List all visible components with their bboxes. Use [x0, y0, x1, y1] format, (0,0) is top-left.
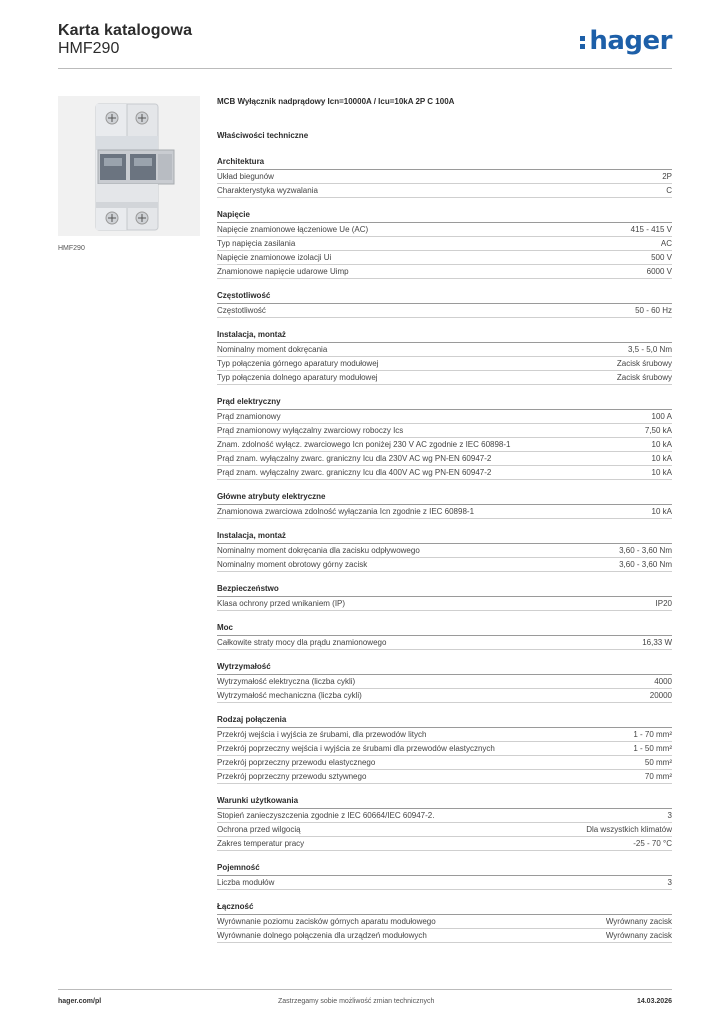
spec-row [217, 343, 672, 357]
image-caption: HMF290 [58, 245, 85, 252]
spec-value: 16,33 W [642, 638, 672, 647]
spec-row [217, 597, 672, 611]
product-code: HMF290 [58, 40, 120, 57]
spec-value: 3,60 - 3,60 Nm [619, 546, 672, 555]
section-title: Główne atrybuty elektryczne [217, 491, 672, 505]
spec-value: 10 kA [651, 468, 672, 477]
spec-section [217, 290, 672, 318]
spec-row [217, 809, 672, 823]
section-title: Instalacja, montaż [217, 530, 672, 544]
spec-section [217, 329, 672, 385]
spec-value: 2P [662, 172, 672, 181]
section-title: Warunki użytkowania [217, 795, 672, 809]
spec-value: 500 V [651, 253, 672, 262]
spec-label: Typ napięcia zasilania [217, 239, 296, 248]
spec-row [217, 756, 672, 770]
spec-value: 7,50 kA [644, 426, 672, 435]
section-title: Rodzaj połączenia [217, 714, 672, 728]
spec-label: Prąd znamionowy [217, 412, 281, 421]
spec-section [217, 661, 672, 703]
spec-value: Wyrównany zacisk [605, 931, 672, 940]
hager-logo [589, 26, 672, 54]
spec-content [217, 96, 672, 943]
spec-row [217, 823, 672, 837]
spec-label: Znamionowe napięcie udarowe Uimp [217, 267, 349, 276]
section-title: Łączność [217, 901, 672, 915]
spec-value: 70 mm² [644, 772, 672, 781]
spec-row [217, 438, 672, 452]
section-title: Prąd elektryczny [217, 396, 672, 410]
spec-section [217, 901, 672, 943]
footer-website: hager.com/pl [58, 998, 102, 1005]
spec-label: Napięcie znamionowe izolacji Ui [217, 253, 332, 262]
spec-value: 3,60 - 3,60 Nm [619, 560, 672, 569]
spec-row [217, 251, 672, 265]
spec-value: 100 A [651, 412, 672, 421]
spec-label: Przekrój poprzeczny wejścia i wyjścia ze śrubami dla przewodów elastycznych [217, 744, 495, 753]
spec-label: Stopień zanieczyszczenia zgodnie z IEC 60664/IEC 60947-2. [217, 811, 435, 820]
spec-label: Klasa ochrony przed wnikaniem (IP) [217, 599, 346, 608]
spec-value: Zacisk śrubowy [616, 373, 672, 382]
spec-row [217, 223, 672, 237]
spec-value: 3,5 - 5,0 Nm [627, 345, 672, 354]
spec-section [217, 714, 672, 784]
spec-label: Napięcie znamionowe łączeniowe Ue (AC) [217, 225, 369, 234]
footer-divider [58, 989, 672, 990]
spec-label: Wytrzymałość mechaniczna (liczba cykli) [217, 691, 362, 700]
tech-properties-title: Właściwości techniczne [217, 131, 309, 140]
logo-text: hager [589, 26, 672, 56]
spec-value: 10 kA [651, 507, 672, 516]
spec-value: 4000 [654, 677, 672, 686]
spec-row [217, 837, 672, 851]
spec-row [217, 410, 672, 424]
spec-label: Przekrój poprzeczny przewodu sztywnego [217, 772, 367, 781]
spec-section [217, 795, 672, 851]
spec-label: Nominalny moment dokręcania dla zacisku odpływowego [217, 546, 420, 555]
spec-label: Układ biegunów [217, 172, 274, 181]
section-title: Pojemność [217, 862, 672, 876]
spec-row [217, 424, 672, 438]
spec-section [217, 209, 672, 279]
spec-label: Typ połączenia dolnego aparatury modułowej [217, 373, 378, 382]
section-title: Częstotliwość [217, 290, 672, 304]
spec-row [217, 558, 672, 572]
page-header [58, 20, 672, 70]
spec-value: 10 kA [651, 440, 672, 449]
spec-sections [217, 156, 672, 943]
spec-label: Nominalny moment obrotowy górny zacisk [217, 560, 368, 569]
spec-value: 3 [667, 878, 672, 887]
spec-row [217, 505, 672, 519]
header-divider [58, 68, 672, 69]
spec-row [217, 466, 672, 480]
spec-label: Prąd znamionowy wyłączalny zwarciowy roboczy Ics [217, 426, 404, 435]
product-image [58, 96, 200, 236]
spec-value: 3 [667, 811, 672, 820]
spec-row [217, 742, 672, 756]
spec-value: -25 - 70 °C [633, 839, 672, 848]
spec-row [217, 237, 672, 251]
spec-value: C [666, 186, 672, 195]
spec-row [217, 728, 672, 742]
spec-row [217, 170, 672, 184]
spec-value: 1 - 70 mm² [633, 730, 672, 739]
spec-label: Typ połączenia górnego aparatury modułowej [217, 359, 379, 368]
section-title: Napięcie [217, 209, 672, 223]
spec-value: AC [660, 239, 672, 248]
spec-section [217, 156, 672, 198]
spec-row [217, 929, 672, 943]
spec-value: IP20 [655, 599, 672, 608]
spec-label: Znam. zdolność wyłącz. zwarciowego Icn poniżej 230 V AC zgodnie z IEC 60898-1 [217, 440, 511, 449]
spec-label: Charakterystyka wyzwalania [217, 186, 318, 195]
spec-label: Częstotliwość [217, 306, 266, 315]
spec-value: 50 mm² [644, 758, 672, 767]
spec-value: 1 - 50 mm² [633, 744, 672, 753]
spec-section [217, 530, 672, 572]
spec-row [217, 304, 672, 318]
spec-label: Wytrzymałość elektryczna (liczba cykli) [217, 677, 356, 686]
spec-value: 10 kA [651, 454, 672, 463]
spec-row [217, 675, 672, 689]
spec-label: Przekrój poprzeczny przewodu elastycznego [217, 758, 376, 767]
spec-section [217, 622, 672, 650]
spec-section [217, 491, 672, 519]
spec-value: 20000 [649, 691, 672, 700]
section-title: Architektura [217, 156, 672, 170]
spec-section [217, 396, 672, 480]
document-title: Karta katalogowa [58, 22, 193, 39]
section-title: Instalacja, montaż [217, 329, 672, 343]
logo-mark-icon [580, 36, 586, 52]
spec-row [217, 357, 672, 371]
spec-label: Zakres temperatur pracy [217, 839, 305, 848]
spec-row [217, 689, 672, 703]
spec-label: Liczba modułów [217, 878, 275, 887]
spec-row [217, 371, 672, 385]
spec-row [217, 452, 672, 466]
product-name: MCB Wyłącznik nadprądowy Icn=10000A / Icu=10kA 2P C 100A [217, 97, 455, 106]
footer-date: 14.03.2026 [636, 998, 672, 1005]
spec-row [217, 915, 672, 929]
spec-value: Wyrównany zacisk [605, 917, 672, 926]
spec-label: Prąd znam. wyłączalny zwarc. graniczny Icu dla 230V AC wg PN-EN 60947-2 [217, 454, 492, 463]
spec-label: Prąd znam. wyłączalny zwarc. graniczny Icu dla 400V AC wg PN-EN 60947-2 [217, 468, 492, 477]
spec-label: Ochrona przed wilgocią [217, 825, 301, 834]
spec-value: Dla wszystkich klimatów [586, 825, 672, 834]
spec-row [217, 770, 672, 784]
footer-disclaimer: Zastrzegamy sobie możliwość zmian technicznych [278, 998, 435, 1005]
spec-row [217, 544, 672, 558]
section-title: Wytrzymałość [217, 661, 672, 675]
spec-value: Zacisk śrubowy [616, 359, 672, 368]
spec-row [217, 265, 672, 279]
spec-value: 415 - 415 V [630, 225, 672, 234]
spec-label: Wyrównanie poziomu zacisków górnych aparatu modułowego [217, 917, 436, 926]
spec-row [217, 636, 672, 650]
circuit-breaker-illustration [58, 96, 200, 236]
spec-label: Znamionowa zwarciowa zdolność wyłączania Icn zgodnie z IEC 60898-1 [217, 507, 475, 516]
section-title: Bezpieczeństwo [217, 583, 672, 597]
section-title: Moc [217, 622, 672, 636]
spec-row [217, 876, 672, 890]
spec-label: Całkowite straty mocy dla prądu znamionowego [217, 638, 387, 647]
spec-label: Nominalny moment dokręcania [217, 345, 328, 354]
spec-value: 6000 V [646, 267, 672, 276]
spec-label: Wyrównanie dolnego połączenia dla urządzeń modułowych [217, 931, 427, 940]
spec-label: Przekrój wejścia i wyjścia ze śrubami, dla przewodów litych [217, 730, 427, 739]
spec-row [217, 184, 672, 198]
spec-section [217, 862, 672, 890]
spec-section [217, 583, 672, 611]
spec-value: 50 - 60 Hz [635, 306, 672, 315]
